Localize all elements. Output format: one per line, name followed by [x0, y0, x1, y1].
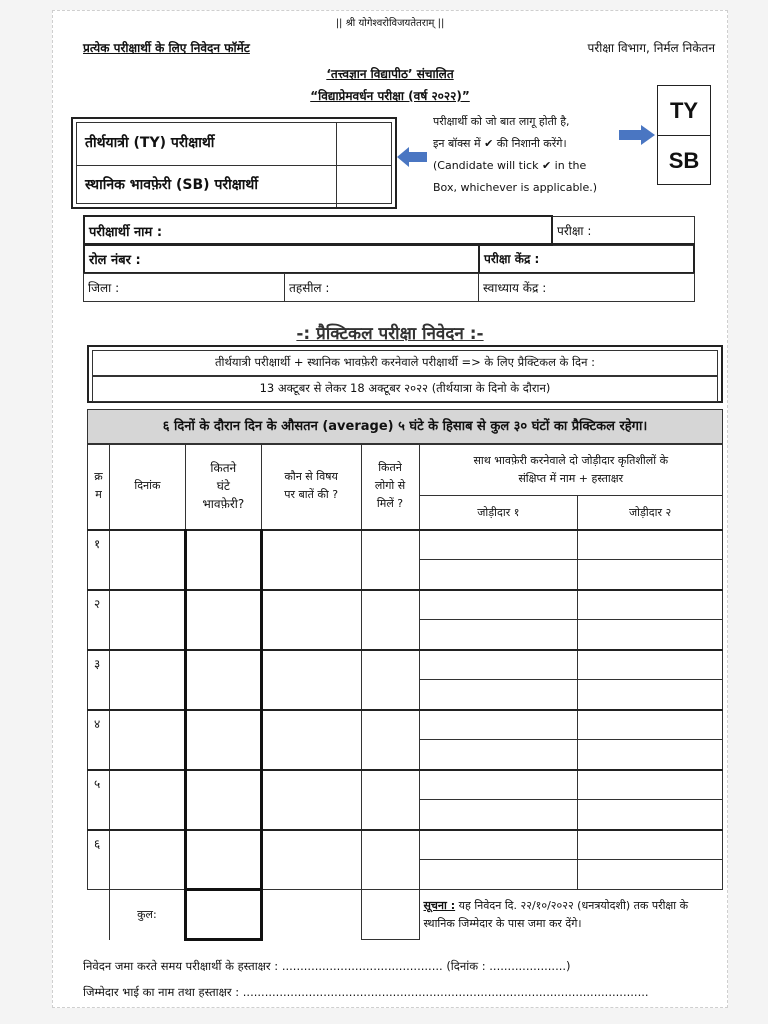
header-partner-1: जोड़ीदार १	[419, 496, 578, 530]
form-page	[52, 10, 728, 1008]
notice-head: सूचना :	[423, 898, 456, 912]
note-line: Box, whichever is applicable.)	[433, 181, 598, 194]
header-topic: कौन से विषय पर बातें की ?	[261, 444, 361, 530]
row-partner2-sign-cell[interactable]	[578, 800, 723, 830]
form-title: प्रत्येक परीक्षार्थी के लिए निवेदन फॉर्मेट	[83, 41, 250, 55]
study-center-field[interactable]	[479, 274, 695, 302]
practical-days-box	[87, 345, 723, 403]
row-serial: ५	[88, 770, 110, 830]
arrow-right-icon	[619, 125, 655, 145]
row-partner1-sign-cell[interactable]	[419, 620, 578, 650]
notice-body: यह निवेदन दि. २२/१०/२०२२ (धनत्रयोदशी) तक परीक्षा के स्थानिक जिम्मेदार के पास जमा कर देंगे।	[423, 898, 689, 930]
header-hours: कितने घंटे भावफ़ेरी?	[185, 444, 261, 530]
row-topic-cell[interactable]	[261, 590, 361, 650]
category-sb-row	[77, 165, 391, 207]
note-line: (Candidate will tick ✔ in the	[433, 159, 587, 172]
row-topic-cell[interactable]	[261, 650, 361, 710]
category-note	[433, 111, 597, 199]
row-partner2-cell[interactable]	[578, 830, 723, 860]
row-serial: ३	[88, 650, 110, 710]
row-date-cell[interactable]	[109, 710, 185, 770]
arrow-left-icon	[397, 147, 427, 167]
table-row	[88, 650, 723, 680]
category-box	[71, 117, 397, 209]
row-partner1-sign-cell[interactable]	[419, 560, 578, 590]
row-partner1-sign-cell[interactable]	[419, 680, 578, 710]
invocation-line: || श्री योगेश्वरोविजयतेतराम् ||	[335, 18, 445, 29]
row-serial: २	[88, 590, 110, 650]
row-partner1-cell[interactable]	[419, 530, 578, 560]
row-partner1-cell[interactable]	[419, 650, 578, 680]
organization-line: ‘तत्त्वज्ञान विद्यापीठ’ संचालित	[326, 67, 454, 81]
row-hours-cell[interactable]	[185, 650, 261, 710]
ty-code: TY	[658, 86, 710, 136]
row-partner1-cell[interactable]	[419, 770, 578, 800]
row-people-cell[interactable]	[361, 710, 419, 770]
table-row	[88, 530, 723, 560]
category-sb-label: स्थानिक भावफ़ेरी (SB) परीक्षार्थी	[85, 177, 258, 193]
row-partner2-sign-cell[interactable]	[578, 860, 723, 890]
table-row	[88, 830, 723, 860]
row-partner1-sign-cell[interactable]	[419, 860, 578, 890]
exam-center-label: परीक्षा केंद्र :	[484, 252, 540, 266]
row-serial: १	[88, 530, 110, 590]
candidate-info-table	[83, 215, 695, 246]
category-ty-checkbox[interactable]	[336, 123, 391, 165]
row-date-cell[interactable]	[109, 590, 185, 650]
row-topic-cell[interactable]	[261, 710, 361, 770]
district-field[interactable]	[84, 274, 285, 302]
row-date-cell[interactable]	[109, 830, 185, 890]
row-serial: ४	[88, 710, 110, 770]
header-partners: साथ भावफ़ेरी करनेवाले दो जोड़ीदार कृतिशीलों के संक्षिप्त में नाम + हस्ताक्षर	[419, 444, 723, 496]
row-topic-cell[interactable]	[261, 770, 361, 830]
row-hours-cell[interactable]	[185, 590, 261, 650]
row-topic-cell[interactable]	[261, 830, 361, 890]
exam-field[interactable]	[552, 216, 695, 245]
row-date-cell[interactable]	[109, 650, 185, 710]
total-label-cell	[109, 890, 185, 940]
district-label: जिला :	[88, 281, 120, 295]
row-people-cell[interactable]	[361, 770, 419, 830]
tehsil-field[interactable]	[285, 274, 479, 302]
header-date: दिनांक	[109, 444, 185, 530]
department-name: परीक्षा विभाग, निर्मल निकेतन	[587, 41, 715, 55]
row-people-cell[interactable]	[361, 590, 419, 650]
category-ty-label: तीर्थयात्री (TY) परीक्षार्थी	[85, 135, 215, 151]
exam-label: परीक्षा :	[557, 224, 592, 238]
candidate-name-label: परीक्षार्थी नाम :	[89, 224, 163, 240]
row-partner2-cell[interactable]	[578, 530, 723, 560]
row-date-cell[interactable]	[109, 530, 185, 590]
row-partner2-cell[interactable]	[578, 590, 723, 620]
responsible-signature-line: जिम्मेदार भाई का नाम तथा हस्ताक्षर : ...............................................................................................................	[83, 985, 649, 999]
practical-days-line1: तीर्थयात्री परीक्षार्थी + स्थानिक भावफ़ेरी करनेवाले परीक्षार्थी => के लिए प्रैक्टिकल के दिन :	[92, 350, 718, 376]
row-people-cell[interactable]	[361, 830, 419, 890]
row-partner2-sign-cell[interactable]	[578, 620, 723, 650]
sb-code: SB	[668, 147, 700, 173]
note-line: इन बॉक्स में ✔ की निशानी करेंगे।	[433, 137, 567, 150]
row-topic-cell[interactable]	[261, 530, 361, 590]
ty-sb-code-box	[657, 85, 711, 185]
category-sb-checkbox[interactable]	[336, 165, 391, 207]
table-row	[88, 770, 723, 800]
practical-days-line2: 13 अक्टूबर से लेकर 18 अक्टूबर २०२२ (तीर्थयात्रा के दिनो के दौरान)	[92, 376, 718, 402]
row-partner2-sign-cell[interactable]	[578, 740, 723, 770]
candidate-signature-line: निवेदन जमा करते समय परीक्षार्थी के हस्ताक्षर : ............................................ (दिनांक : .....................)	[83, 959, 571, 973]
study-center-label: स्वाध्याय केंद्र :	[483, 281, 547, 295]
category-ty-row	[77, 123, 391, 166]
row-people-cell[interactable]	[361, 650, 419, 710]
row-people-cell[interactable]	[361, 530, 419, 590]
submission-notice	[419, 890, 723, 940]
header-serial: क्र म	[88, 444, 110, 530]
tehsil-label: तहसील :	[289, 281, 330, 295]
practical-log-table	[87, 443, 723, 941]
total-people-cell[interactable]	[361, 890, 419, 940]
total-hours-cell[interactable]	[185, 890, 261, 940]
row-partner2-cell[interactable]	[578, 710, 723, 740]
row-hours-cell[interactable]	[185, 710, 261, 770]
candidate-info-table-3	[83, 273, 695, 302]
practical-title: -: प्रैक्टिकल परीक्षा निवेदन :-	[296, 324, 484, 344]
roll-number-field[interactable]	[84, 244, 479, 273]
row-partner1-cell[interactable]	[419, 830, 578, 860]
total-label: कुल:	[137, 908, 157, 922]
row-partner2-cell[interactable]	[578, 650, 723, 680]
table-row	[88, 590, 723, 620]
roll-number-label: रोल नंबर :	[89, 252, 141, 268]
header-partner-2: जोड़ीदार २	[578, 496, 723, 530]
row-partner1-sign-cell[interactable]	[419, 740, 578, 770]
row-hours-cell[interactable]	[185, 770, 261, 830]
row-partner1-cell[interactable]	[419, 590, 578, 620]
note-line: परीक्षार्थी को जो बात लागू होती है,	[433, 115, 570, 128]
candidate-info-table-2	[83, 243, 695, 274]
table-row	[88, 710, 723, 740]
row-serial: ६	[88, 830, 110, 890]
exam-center-field[interactable]	[479, 244, 694, 273]
row-hours-cell[interactable]	[185, 530, 261, 590]
header-people: कितने लोगो से मिलें ?	[361, 444, 419, 530]
row-partner2-sign-cell[interactable]	[578, 560, 723, 590]
row-hours-cell[interactable]	[185, 830, 261, 890]
exam-name: “विद्याप्रेमवर्धन परीक्षा (वर्ष २०२२)”	[310, 89, 470, 103]
row-date-cell[interactable]	[109, 770, 185, 830]
practical-summary: ६ दिनों के दौरान दिन के औसतन (average) ५ घंटे के हिसाब से कुल ३० घंटों का प्रैक्टिकल रहेगा।	[87, 409, 723, 445]
row-partner1-cell[interactable]	[419, 710, 578, 740]
row-partner2-cell[interactable]	[578, 770, 723, 800]
row-partner1-sign-cell[interactable]	[419, 800, 578, 830]
candidate-name-field[interactable]	[84, 216, 552, 245]
row-partner2-sign-cell[interactable]	[578, 680, 723, 710]
